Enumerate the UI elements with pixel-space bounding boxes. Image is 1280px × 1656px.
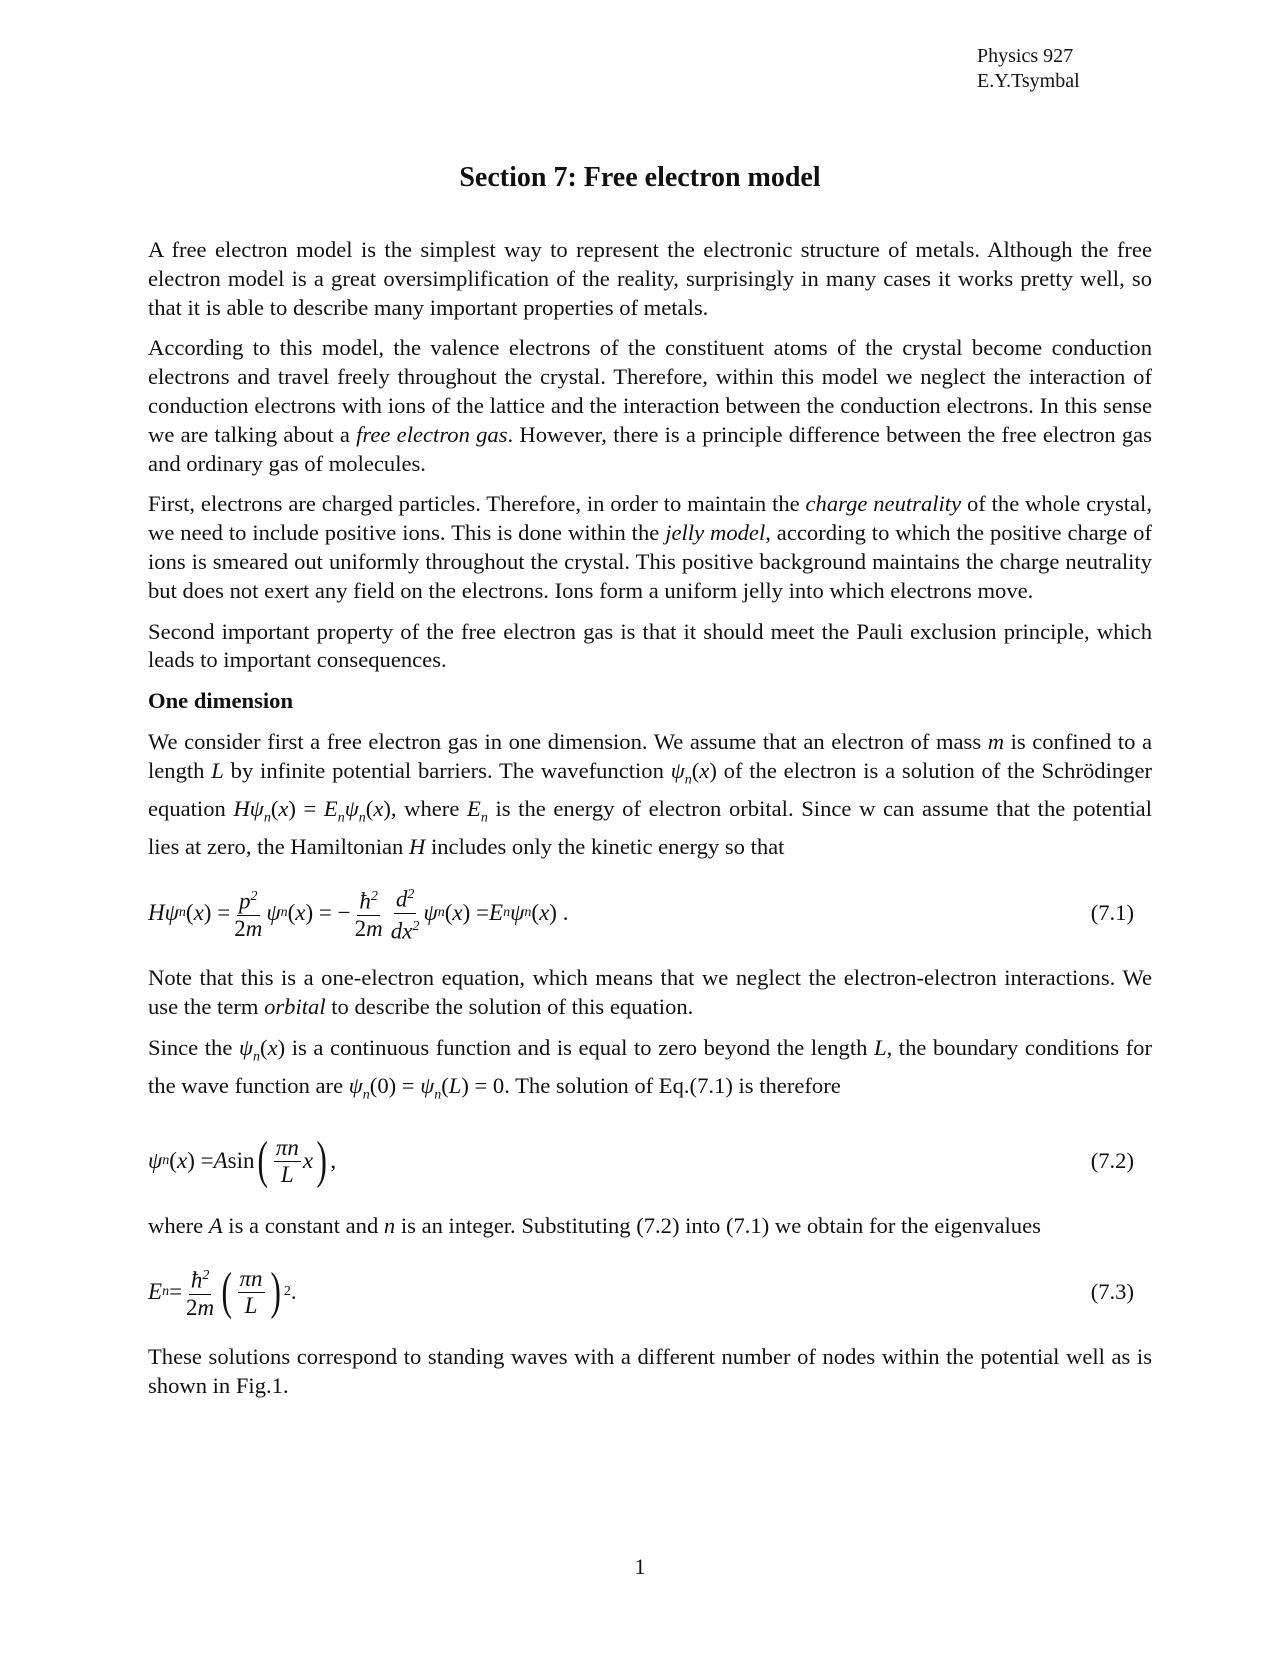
paragraph-charge-neutrality: First, electrons are charged particles. Therefore, in order to maintain the charge neutrality of the whole crystal, we need to include positive ions. This is done within the jelly model, according to which the positive charge of ions is smeared out uniformly throughout the crystal. This positive background maintains the charge neutrality but does not exert any field on the electrons. Ions form a uniform jelly into which electrons move.	[148, 491, 1152, 603]
paragraph-intro: A free electron model is the simplest way to represent the electronic structure of metals. Although the free electron model is a great oversimplification of the reality, surprisingly in many cases it works pretty well, so that it is able to describe many important properties of metals.	[148, 237, 1152, 320]
page-number: 1	[634, 1554, 646, 1579]
author-name: E.Y.Tsymbal	[977, 70, 1080, 92]
inline-math-psi-n-x: $\psi_n(x)$	[238, 1034, 286, 1065]
paragraph-standing-waves: These solutions correspond to standing waves with a different number of nodes within the potential well as is shown in Fig.1.	[148, 1344, 1152, 1398]
equation-number: (7.2)	[1090, 1148, 1134, 1174]
emphasis-orbital: orbital	[264, 993, 326, 1019]
equation-7-3-math: E n = $\frac{ħ^2}{2m}$ ( $\frac{\pi n}{L}$ ) 2 .	[148, 1263, 297, 1321]
paragraph-one-dimension: We consider first a free electron gas in one dimension. We assume that an electron of mass m is confined to a length L by infinite potential barriers. The wavefunction $\psi_n(x)$ of the electron is a solution of the Schrödinger equation $H\psi_n(x) = E_n\psi_n(x)$, where $E_n$ is the energy of electron orbital. Since w can assume that the potential lies at zero, the Hamiltonian H includes only the kinetic energy so that	[148, 728, 1153, 860]
inline-math-psi-n: $\psi_n(x)$	[670, 757, 717, 788]
equation-number: (7.1)	[1090, 900, 1134, 926]
paragraph-one-electron: Note that this is a one-electron equation, which means that we neglect the electron-electron interactions. We use the term orbital to describe the solution of this equation.	[148, 965, 1152, 1019]
equation-7-2	[148, 1122, 1152, 1200]
equation-7-2-math: ψ n ( x ) = A sin ( $\frac{\pi n}{L}$ x ) ,	[148, 1132, 337, 1190]
emphasis-charge-neutrality: charge neutrality	[805, 491, 962, 517]
paragraph-pauli: Second important property of the free electron gas is that it should meet the Pauli exclusion principle, which leads to important consequences.	[148, 618, 1152, 673]
subsection-heading: One dimension	[148, 688, 294, 714]
equation-7-1-math: Hψ n ( x ) = $\frac{p^2}{2m}$ ψ n ( x ) = − $\frac{ħ^2}{2m}$ $\frac{d^2}{dx^2}$ ψ n ( x ) = E n ψ n ( x ) .	[148, 874, 568, 952]
section-title: Section 7: Free electron model	[459, 162, 821, 193]
emphasis-free-electron-gas: free electron gas	[356, 421, 508, 447]
inline-math-en: $E_n$	[467, 796, 488, 826]
equation-7-1	[148, 874, 1152, 952]
inline-math-schrodinger: $H\psi_n(x) = E_n\psi_n(x)$	[233, 796, 391, 826]
paragraph-boundary: Since the $\psi_n(x)$ is a continuous function and is equal to zero beyond the length L, the boundary conditions for the wave function are $\psi_n(0) = \psi_n(L) = 0$. The solution of Eq.(7.1) is therefore	[148, 1034, 1152, 1103]
course-name: Physics 927	[977, 45, 1074, 67]
paragraph-eigenvalues: where A is a constant and n is an integer. Substituting (7.2) into (7.1) we obtain for the eigenvalues	[148, 1213, 1041, 1239]
page-header	[977, 44, 1080, 94]
document-body	[148, 236, 1152, 1413]
paragraph-model: According to this model, the valence electrons of the constituent atoms of the crystal become conduction electrons and travel freely throughout the crystal. Therefore, within this model we neglect the interaction of conduction electrons with ions of the lattice and the interaction between the conduction electrons. In this sense we are talking about a free electron gas. However, there is a principle difference between the free electron gas and ordinary gas of molecules.	[148, 335, 1152, 476]
equation-number: (7.3)	[1090, 1279, 1134, 1305]
inline-math-boundary-conditions: $\psi_n(0) = \psi_n(L) = 0$	[348, 1073, 505, 1103]
emphasis-jelly-model: jelly model	[665, 520, 766, 546]
equation-7-3	[148, 1253, 1152, 1331]
